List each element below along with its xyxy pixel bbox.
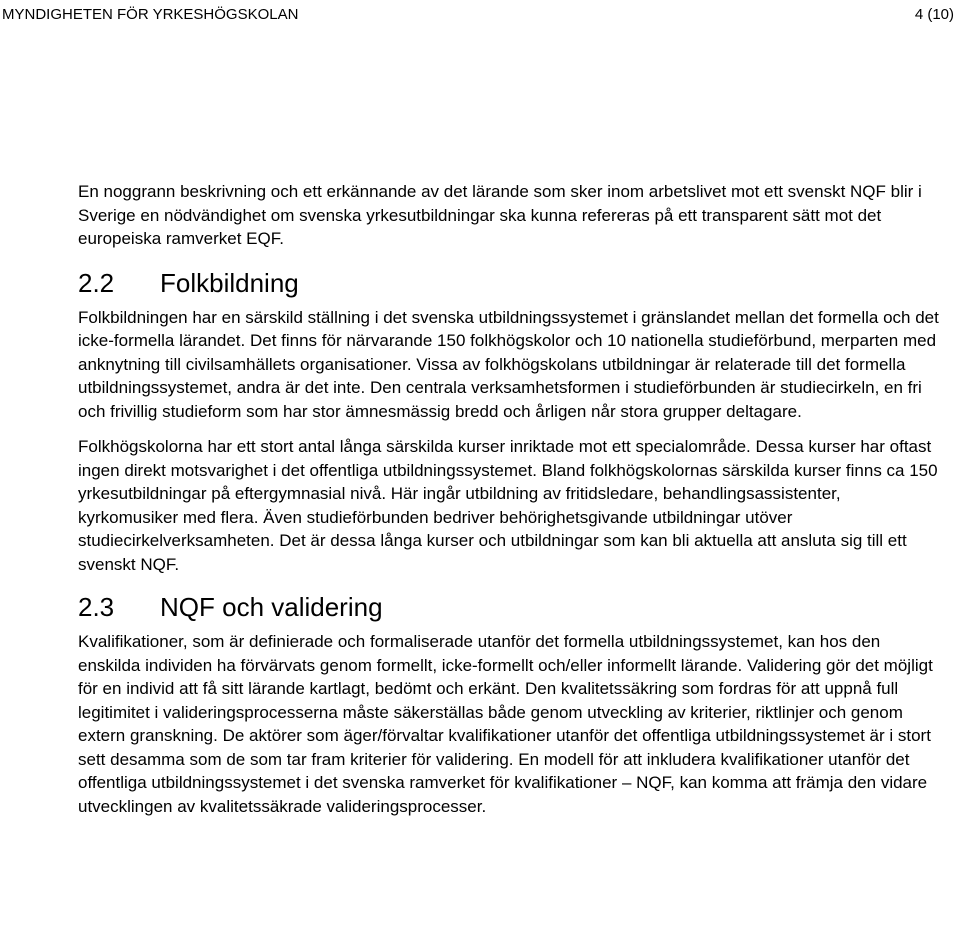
intro-paragraph: En noggrann beskrivning och ett erkännande av det lärande som sker inom arbetslivet mot ett svenskt NQF blir i Sverige en nödvändighet om svenska yrkesutbildningar ska kunna refereras på ett transparent sätt mot det europeiska ramverket EQF. [78,182,922,248]
section-title: NQF och validering [160,592,383,622]
document-body [78,180,940,818]
section-number: 2.3 [78,592,115,622]
section-number: 2.2 [78,267,115,298]
validering-paragraph-1: Kvalifikationer, som är definierade och formaliserade utanför det formella utbildningssystemet, kan hos den enskilda individen ha förvärvats genom formellt, icke-formellt och/eller informellt lärande. Validering gör det möjligt för en individ att få sitt lärande kartlagt, bedömt och erkänt. Den kvalitetssäkring som fordras för att uppnå full legitimitet i valideringsprocesserna måste säkerställas både genom utveckling av kriterier, riktlinjer och genom extern granskning. De aktörer som äger/förvaltar kvalifikationer utanför det offentliga utbildningssystemet är i stort sett desamma som de som tar fram kriterier för validering. En modell för att inkludera kvalifikationer utanför det offentliga utbildningssystemet i det svenska ramverket för kvalifikationer – NQF, kan komma att främja den vidare utvecklingen av kvalitetssäkrade valideringsprocesser. [78,632,933,816]
folkbildning-paragraph-2: Folkhögskolorna har ett stort antal långa särskilda kurser inriktade mot ett specialområde. Dessa kurser har oftast ingen direkt motsvarighet i det offentliga utbildningssystemet. Bland folkhögskolornas särskilda kurser finns ca 150 yrkesutbildningar på eftergymnasial nivå. Här ingår utbildning av fritidsledare, behandlingsassistenter, kyrkomusiker med flera. Även studieförbunden bedriver behörighetsgivande utbildningar utöver studiecirkelverksamheten. Det är dessa långa kurser och utbildningar som kan bli aktuella att ansluta sig till ett svenskt NQF. [78,437,938,574]
section-heading-folkbildning [78,268,940,298]
folkbildning-paragraph-1: Folkbildningen har en särskild ställning i det svenska utbildningssystemet i gränslandet mellan det formella och det icke-formella lärandet. Det finns för närvarande 150 folkhögskolor och 10 nationella studieförbund, merparten med anknytning till civilsamhällets organisationer. Vissa av folkhögskolans utbildningar är relaterade till det formella utbildningssystemet, andra är det inte. Den centrala verksamhetsformen i studieförbunden är studiecirkeln, en fri och frivillig studieform som har stor ämnesmässig bredd och årligen når stora grupper deltagare. [78,307,939,421]
section-heading-nqf-validering [78,592,940,622]
page-header [0,6,960,26]
section-title: Folkbildning [160,267,299,298]
header-title: MYNDIGHETEN FÖR YRKESHÖGSKOLAN [2,6,299,23]
page-number: 4 (10) [914,6,954,23]
